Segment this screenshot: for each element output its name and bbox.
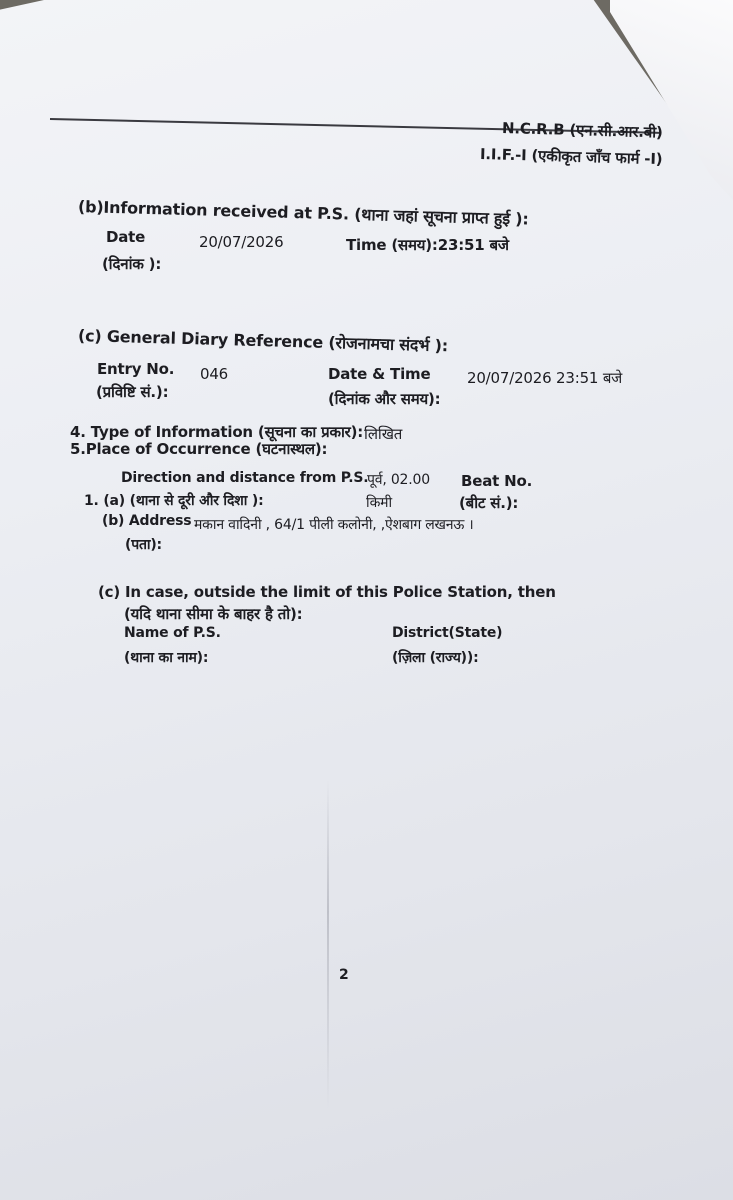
gd-reference-heading: (c) General Diary Reference (रोजनामचा संदर्भ ): [77, 326, 449, 356]
date-value: 20/07/2026 [199, 233, 284, 251]
address-value: मकान वादिनी , 64/1 पीली कलोनी, ,ऐशबाग लखनऊ । [194, 517, 474, 533]
entry-label-hi: (प्रविष्टि सं.): [96, 383, 169, 401]
outside-ps-heading: (c) In case, outside the limit of this Police Station, then [98, 583, 556, 601]
date-label-hi: (दिनांक ): [102, 255, 162, 273]
entry-value: 046 [200, 365, 229, 383]
direction-label: Direction and distance from P.S. [121, 470, 369, 486]
direction-value: पूर्व, 02.00 [367, 472, 430, 488]
time-label: Time (समय):23:51 बजे [346, 236, 509, 254]
datetime-value: 20/07/2026 23:51 बजे [467, 369, 623, 387]
distance-unit: किमी [366, 495, 392, 511]
type-of-info-label: 4. Type of Information (सूचना का प्रकार): [70, 423, 364, 441]
district-label-hi: (ज़िला (राज्य)): [392, 650, 479, 666]
place-of-occurrence-label: 5.Place of Occurrence (घटनास्थल): [70, 440, 328, 458]
datetime-label: Date & Time [328, 365, 431, 383]
district-label: District(State) [392, 625, 503, 641]
ps-name-label-hi: (थाना का नाम): [124, 650, 209, 666]
page-number: 2 [339, 967, 349, 983]
direction-label-hi: 1. (a) (थाना से दूरी और दिशा ): [84, 493, 264, 509]
paper-crease [327, 780, 329, 1110]
entry-label: Entry No. [97, 360, 175, 378]
address-label: (b) Address [102, 513, 192, 529]
ps-name-label: Name of P.S. [124, 625, 221, 641]
beat-label: Beat No. [461, 472, 533, 490]
info-received-heading: (b)Information received at P.S. (थाना जहां सूचना प्राप्त हुई ): [77, 197, 529, 229]
ncrb-label: N.C.R.B (एन.सी.आर.बी) [501, 119, 663, 142]
type-of-info-value: लिखित [364, 425, 403, 443]
date-label: Date [106, 228, 146, 246]
address-label-hi: (पता): [125, 537, 162, 553]
outside-ps-heading-hi: (यदि थाना सीमा के बाहर है तो): [124, 605, 303, 623]
datetime-label-hi: (दिनांक और समय): [328, 390, 441, 408]
form-label: I.I.F.-I (एकीकृत जाँच फार्म -I) [479, 145, 663, 169]
beat-label-hi: (बीट सं.): [459, 494, 519, 512]
